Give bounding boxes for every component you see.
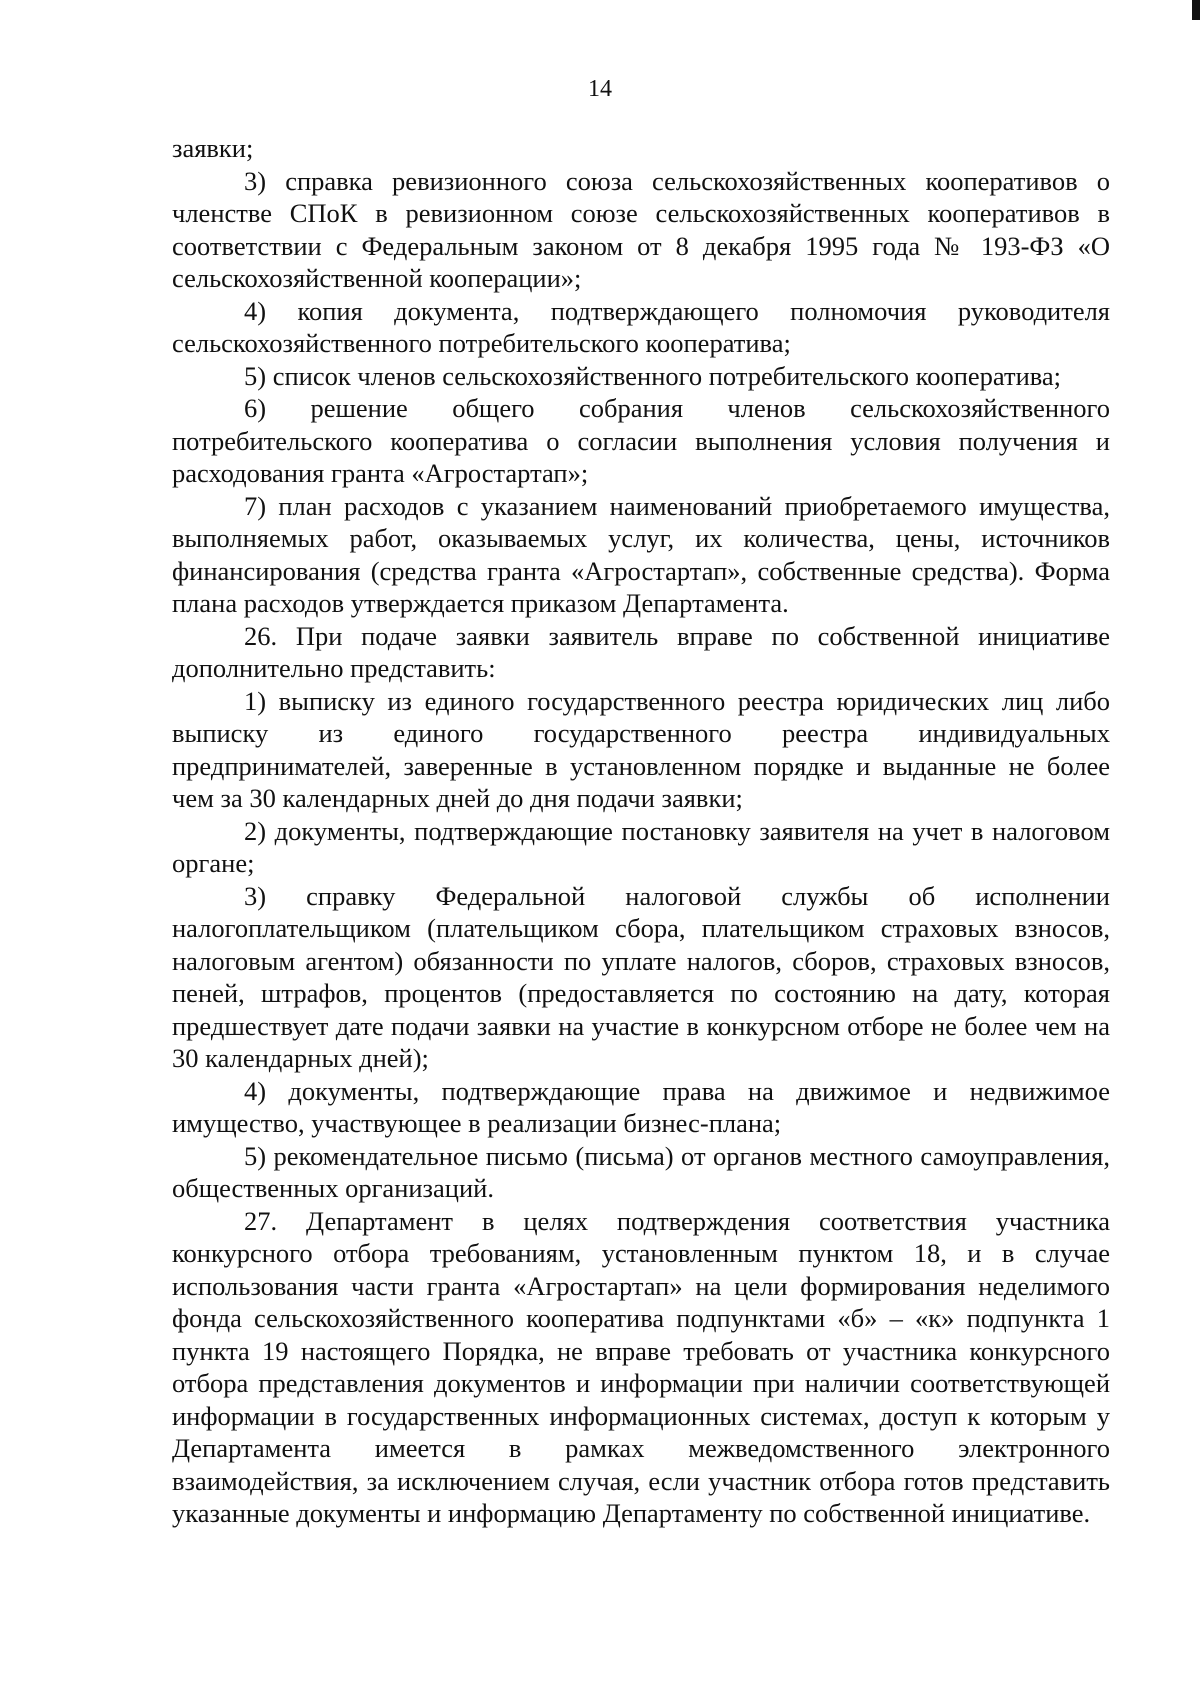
paragraph-26-item-4: 4) документы, подтверждающие права на движимое и недвижимое имущество, участвующее в реализации бизнес-плана; bbox=[172, 1075, 1110, 1138]
paragraph-26-item-2: 2) документы, подтверждающие постановку заявителя на учет в налоговом органе; bbox=[172, 815, 1110, 878]
scan-edge-mark bbox=[1192, 0, 1200, 20]
paragraph-item-4: 4) копия документа, подтверждающего полномочия руководителя сельскохозяйственного потребительского кооператива; bbox=[172, 295, 1110, 358]
paragraph-continuation: заявки; bbox=[172, 133, 254, 163]
paragraph-item-7: 7) план расходов с указанием наименований приобретаемого имущества, выполняемых работ, оказываемых услуг, их количества, цены, источников финансирования (средства гранта «Агростартап», собственные средства). Форма плана расходов утверждается приказом Департамента. bbox=[172, 490, 1110, 618]
paragraph-26-item-1: 1) выписку из единого государственного реестра юридических лиц либо выписку из единого государственного реестра индивидуальных предпринимателей, заверенные в установленном порядке и выданные не более чем за 30 календарных дней до дня подачи заявки; bbox=[172, 685, 1110, 813]
paragraph-item-6: 6) решение общего собрания членов сельскохозяйственного потребительского кооператива о согласии выполнения условия получения и расходования гранта «Агростартап»; bbox=[172, 393, 1110, 488]
document-body bbox=[172, 132, 1110, 1530]
page-number: 14 bbox=[588, 76, 612, 102]
paragraph-item-5: 5) список членов сельскохозяйственного потребительского кооператива; bbox=[244, 360, 1062, 391]
paragraph-26-item-3: 3) справку Федеральной налоговой службы об исполнении налогоплательщиком (плательщиком сбора, плательщиком страховых взносов, налоговым агентом) обязанности по уплате налогов, сборов, страховых взносов, пеней, штрафов, процентов (предоставляется по состоянию на дату, которая предшествует дате подачи заявки на участие в конкурсном отборе не более чем на 30 календарных дней); bbox=[172, 880, 1110, 1073]
paragraph-26-item-5: 5) рекомендательное письмо (письма) от органов местного самоуправления, общественных организаций. bbox=[172, 1140, 1110, 1203]
paragraph-section-26: 26. При подаче заявки заявитель вправе по собственной инициативе дополнительно представить: bbox=[172, 620, 1110, 683]
paragraph-item-3: 3) справка ревизионного союза сельскохозяйственных кооперативов о членстве СПоК в ревизионном союзе сельскохозяйственных кооперативов в соответствии с Федеральным законом от 8 декабря 1995 года № 193-ФЗ «О сельскохозяйственной кооперации»; bbox=[172, 165, 1110, 293]
paragraph-section-27: 27. Департамент в целях подтверждения соответствия участника конкурсного отбора требованиям, установленным пунктом 18, и в случае использования части гранта «Агростартап» на цели формирования неделимого фонда сельскохозяйственного кооператива подпунктами «б» – «к» подпункта 1 пункта 19 настоящего Порядка, не вправе требовать от участника конкурсного отбора представления документов и информации при наличии соответствующей информации в государственных информационных системах, доступ к которым у Департамента имеется в рамках межведомственного электронного взаимодействия, за исключением случая, если участник отбора готов представить указанные документы и информацию Департаменту по собственной инициативе. bbox=[172, 1205, 1110, 1528]
